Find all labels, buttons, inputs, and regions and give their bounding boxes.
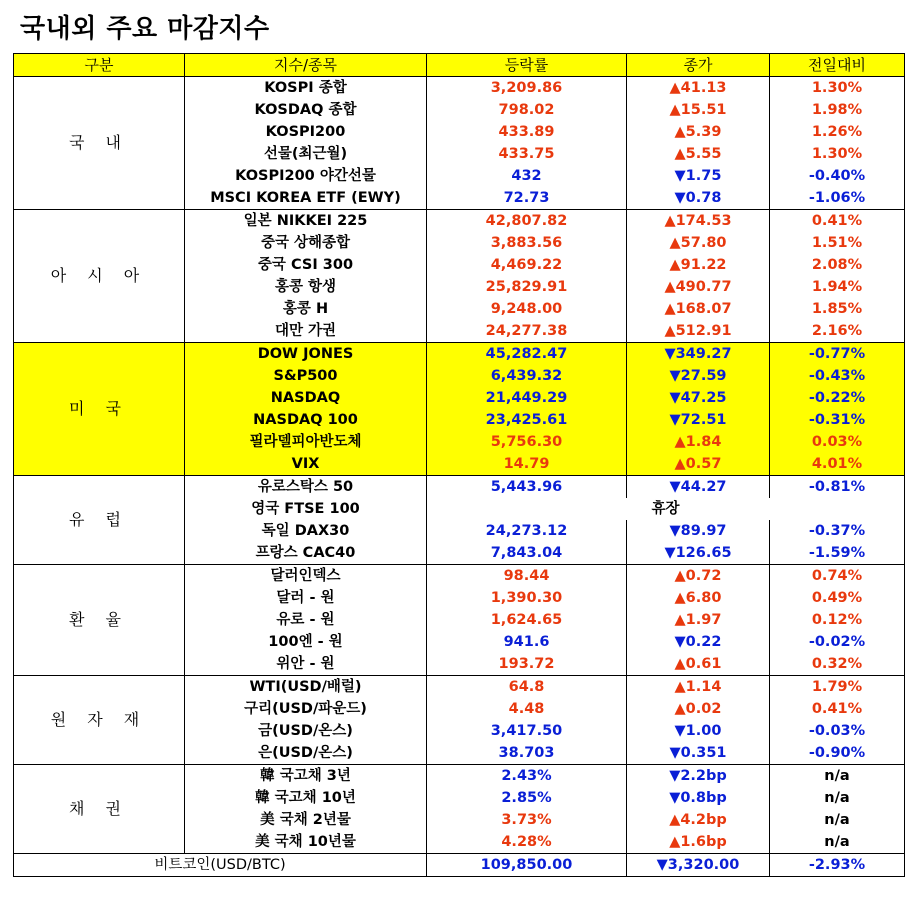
- index-name-cell: 韓 국고채 3년: [185, 765, 427, 788]
- index-name-cell: KOSPI 종합: [185, 77, 427, 100]
- change-cell: ▲1.97: [627, 609, 770, 631]
- change-cell: ▼72.51: [627, 409, 770, 431]
- header-change-rate: 등락률: [427, 54, 627, 77]
- table-body: [14, 77, 905, 877]
- pct-cell: 1.51%: [770, 232, 905, 254]
- index-name-cell: DOW JONES: [185, 343, 427, 366]
- value-cell: 3,417.50: [427, 720, 627, 742]
- pct-cell: 0.74%: [770, 565, 905, 588]
- change-cell: ▼0.351: [627, 742, 770, 765]
- index-name-cell: 위안 - 원: [185, 653, 427, 676]
- header-name: 지수/종목: [185, 54, 427, 77]
- index-name-cell: WTI(USD/배럴): [185, 676, 427, 699]
- footer-value-cell: 109,850.00: [427, 854, 627, 877]
- pct-cell: -0.22%: [770, 387, 905, 409]
- value-cell: 433.89: [427, 121, 627, 143]
- pct-cell: 1.94%: [770, 276, 905, 298]
- value-cell: 64.8: [427, 676, 627, 699]
- pct-cell: 1.30%: [770, 77, 905, 100]
- value-cell: 21,449.29: [427, 387, 627, 409]
- index-name-cell: KOSDAQ 종합: [185, 99, 427, 121]
- index-name-cell: 홍콩 H: [185, 298, 427, 320]
- category-cell: 국 내: [14, 77, 185, 210]
- pct-cell: -0.31%: [770, 409, 905, 431]
- index-name-cell: 은(USD/온스): [185, 742, 427, 765]
- value-cell: 3,883.56: [427, 232, 627, 254]
- footer-name-cell: 비트코인(USD/BTC): [14, 854, 427, 877]
- value-cell: 3.73%: [427, 809, 627, 831]
- value-cell: 23,425.61: [427, 409, 627, 431]
- change-cell: ▲0.72: [627, 565, 770, 588]
- table-header-row: [14, 54, 905, 77]
- header-prev-diff: 전일대비: [770, 54, 905, 77]
- change-cell: ▲6.80: [627, 587, 770, 609]
- change-cell: ▲174.53: [627, 210, 770, 233]
- index-name-cell: 필라델피아반도체: [185, 431, 427, 453]
- pct-cell: -0.77%: [770, 343, 905, 366]
- category-cell: 채 권: [14, 765, 185, 854]
- index-name-cell: 중국 상해종합: [185, 232, 427, 254]
- pct-cell: n/a: [770, 809, 905, 831]
- category-cell: 유 럽: [14, 476, 185, 565]
- value-cell: 941.6: [427, 631, 627, 653]
- index-name-cell: 달러인덱스: [185, 565, 427, 588]
- change-cell: ▼47.25: [627, 387, 770, 409]
- change-cell: ▼27.59: [627, 365, 770, 387]
- index-name-cell: 홍콩 항생: [185, 276, 427, 298]
- value-cell: 2.43%: [427, 765, 627, 788]
- header-category: 구분: [14, 54, 185, 77]
- change-cell: ▼0.8bp: [627, 787, 770, 809]
- category-cell: 원 자 재: [14, 676, 185, 765]
- pct-cell: 0.03%: [770, 431, 905, 453]
- pct-cell: 1.79%: [770, 676, 905, 699]
- index-name-cell: NASDAQ: [185, 387, 427, 409]
- change-cell: ▼126.65: [627, 542, 770, 565]
- change-cell: ▲168.07: [627, 298, 770, 320]
- table-row: [14, 565, 905, 588]
- pct-cell: -0.03%: [770, 720, 905, 742]
- footer-pct-cell: -2.93%: [770, 854, 905, 877]
- value-cell: 7,843.04: [427, 542, 627, 565]
- index-name-cell: 중국 CSI 300: [185, 254, 427, 276]
- pct-cell: 0.41%: [770, 210, 905, 233]
- value-cell: 24,273.12: [427, 520, 627, 542]
- table-row: [14, 476, 905, 499]
- value-cell: 45,282.47: [427, 343, 627, 366]
- pct-cell: 1.85%: [770, 298, 905, 320]
- page-title: 국내외 주요 마감지수: [20, 14, 270, 44]
- index-name-cell: 韓 국고채 10년: [185, 787, 427, 809]
- value-cell: 432: [427, 165, 627, 187]
- change-cell: ▲490.77: [627, 276, 770, 298]
- value-cell: 1,624.65: [427, 609, 627, 631]
- value-cell: 5,756.30: [427, 431, 627, 453]
- value-cell: 14.79: [427, 453, 627, 476]
- pct-cell: 0.49%: [770, 587, 905, 609]
- change-cell: ▲5.55: [627, 143, 770, 165]
- change-cell: ▲1.14: [627, 676, 770, 699]
- value-cell: 2.85%: [427, 787, 627, 809]
- change-cell: ▲512.91: [627, 320, 770, 343]
- index-name-cell: 금(USD/온스): [185, 720, 427, 742]
- table-row: [14, 343, 905, 366]
- pct-cell: 2.16%: [770, 320, 905, 343]
- pct-cell: 4.01%: [770, 453, 905, 476]
- change-cell: ▲5.39: [627, 121, 770, 143]
- pct-cell: -0.02%: [770, 631, 905, 653]
- index-name-cell: 美 국채 10년물: [185, 831, 427, 854]
- index-name-cell: 프랑스 CAC40: [185, 542, 427, 565]
- value-cell: 798.02: [427, 99, 627, 121]
- pct-cell: 0.32%: [770, 653, 905, 676]
- change-cell: ▲0.02: [627, 698, 770, 720]
- value-cell: 24,277.38: [427, 320, 627, 343]
- value-cell: 25,829.91: [427, 276, 627, 298]
- market-index-table: [13, 53, 905, 877]
- value-cell: 4,469.22: [427, 254, 627, 276]
- index-name-cell: 美 국채 2년물: [185, 809, 427, 831]
- change-cell: ▲4.2bp: [627, 809, 770, 831]
- pct-cell: -0.43%: [770, 365, 905, 387]
- change-cell: ▲57.80: [627, 232, 770, 254]
- change-cell: ▼2.2bp: [627, 765, 770, 788]
- index-name-cell: 100엔 - 원: [185, 631, 427, 653]
- index-name-cell: KOSPI200: [185, 121, 427, 143]
- value-cell: 5,443.96: [427, 476, 627, 499]
- header-close: 종가: [627, 54, 770, 77]
- value-cell: 1,390.30: [427, 587, 627, 609]
- pct-cell: -1.59%: [770, 542, 905, 565]
- change-cell: ▲15.51: [627, 99, 770, 121]
- pct-cell: 0.41%: [770, 698, 905, 720]
- pct-cell: -1.06%: [770, 187, 905, 210]
- pct-cell: -0.90%: [770, 742, 905, 765]
- pct-cell: n/a: [770, 831, 905, 854]
- value-cell: 193.72: [427, 653, 627, 676]
- change-cell: ▼0.78: [627, 187, 770, 210]
- value-cell: 38.703: [427, 742, 627, 765]
- value-cell: 42,807.82: [427, 210, 627, 233]
- change-cell: ▼349.27: [627, 343, 770, 366]
- table-row: [14, 77, 905, 100]
- value-cell: 4.28%: [427, 831, 627, 854]
- pct-cell: 1.30%: [770, 143, 905, 165]
- change-cell: ▼0.22: [627, 631, 770, 653]
- index-name-cell: 영국 FTSE 100: [185, 498, 427, 520]
- change-cell: ▲0.57: [627, 453, 770, 476]
- value-cell: 3,209.86: [427, 77, 627, 100]
- pct-cell: 0.12%: [770, 609, 905, 631]
- change-cell: ▼44.27: [627, 476, 770, 499]
- value-cell: 9,248.00: [427, 298, 627, 320]
- change-cell: ▼1.00: [627, 720, 770, 742]
- index-name-cell: VIX: [185, 453, 427, 476]
- category-cell: 미 국: [14, 343, 185, 476]
- table-row: [14, 210, 905, 233]
- pct-cell: -0.37%: [770, 520, 905, 542]
- change-cell: ▲91.22: [627, 254, 770, 276]
- index-name-cell: 선물(최근월): [185, 143, 427, 165]
- pct-cell: 2.08%: [770, 254, 905, 276]
- value-cell: 98.44: [427, 565, 627, 588]
- value-cell: 433.75: [427, 143, 627, 165]
- footer-change-cell: ▼3,320.00: [627, 854, 770, 877]
- index-name-cell: 대만 가권: [185, 320, 427, 343]
- value-cell: 72.73: [427, 187, 627, 210]
- index-name-cell: 일본 NIKKEI 225: [185, 210, 427, 233]
- value-cell: 6,439.32: [427, 365, 627, 387]
- index-name-cell: S&P500: [185, 365, 427, 387]
- index-name-cell: KOSPI200 야간선물: [185, 165, 427, 187]
- index-name-cell: 구리(USD/파운드): [185, 698, 427, 720]
- index-name-cell: NASDAQ 100: [185, 409, 427, 431]
- pct-cell: 1.26%: [770, 121, 905, 143]
- pct-cell: -0.40%: [770, 165, 905, 187]
- category-cell: 아 시 아: [14, 210, 185, 343]
- pct-cell: n/a: [770, 787, 905, 809]
- index-name-cell: 독일 DAX30: [185, 520, 427, 542]
- pct-cell: n/a: [770, 765, 905, 788]
- change-cell: ▲0.61: [627, 653, 770, 676]
- index-name-cell: 유로스탁스 50: [185, 476, 427, 499]
- change-cell: ▲1.84: [627, 431, 770, 453]
- index-name-cell: 달러 - 원: [185, 587, 427, 609]
- index-name-cell: 유로 - 원: [185, 609, 427, 631]
- change-cell: ▲1.6bp: [627, 831, 770, 854]
- index-name-cell: MSCI KOREA ETF (EWY): [185, 187, 427, 210]
- change-cell: ▼89.97: [627, 520, 770, 542]
- change-cell: ▲41.13: [627, 77, 770, 100]
- pct-cell: -0.81%: [770, 476, 905, 499]
- category-cell: 환 율: [14, 565, 185, 676]
- value-cell: 4.48: [427, 698, 627, 720]
- table-row: [14, 765, 905, 788]
- closed-cell: 휴장: [427, 498, 905, 520]
- footer-row: [14, 854, 905, 877]
- table-row: [14, 676, 905, 699]
- change-cell: ▼1.75: [627, 165, 770, 187]
- pct-cell: 1.98%: [770, 99, 905, 121]
